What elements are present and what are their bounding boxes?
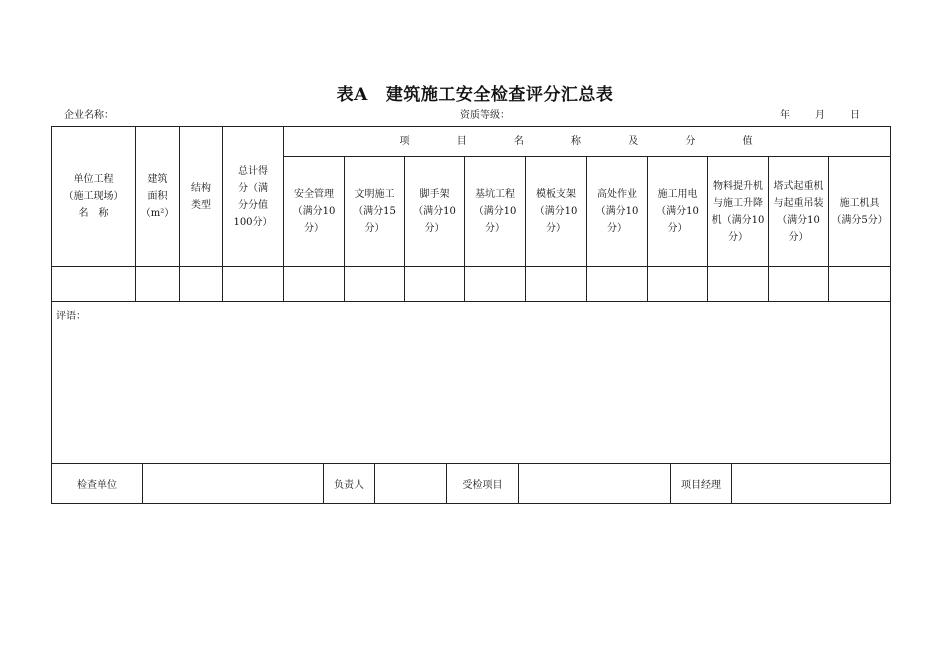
data-cell[interactable] <box>180 267 223 302</box>
date-year: 年 <box>780 110 790 121</box>
signature-table <box>51 463 891 504</box>
summary-table <box>51 126 891 464</box>
item-electricity: 施工用电 （满分10 分） <box>648 157 708 267</box>
data-cell[interactable] <box>284 267 345 302</box>
data-cell[interactable] <box>587 267 648 302</box>
area-header: 建筑 面积 （m²） <box>136 127 180 267</box>
data-cell[interactable] <box>648 267 708 302</box>
item-work-at-height: 高处作业 （满分10 分） <box>587 157 648 267</box>
date-month: 月 <box>815 110 825 121</box>
table-code: 表A <box>336 85 368 105</box>
unit-project-header: 单位工程 （施工现场） 名 称 <box>52 127 136 267</box>
comment-area[interactable] <box>52 302 891 464</box>
data-cell[interactable] <box>769 267 829 302</box>
qualification-label: 资质等级： <box>460 110 510 121</box>
project-manager-label: 项目经理 <box>671 464 732 504</box>
inspected-project-field[interactable] <box>519 464 671 504</box>
inspect-unit-field[interactable] <box>143 464 324 504</box>
data-cell[interactable] <box>405 267 465 302</box>
data-cell[interactable] <box>465 267 526 302</box>
company-name-label: 企业名称： <box>64 110 114 121</box>
item-tower-crane: 塔式起重机 与起重吊装 （满分10 分） <box>769 157 829 267</box>
table-title: 建筑施工安全检查评分汇总表 <box>385 85 614 105</box>
item-safety-management: 安全管理 （满分10 分） <box>284 157 345 267</box>
item-formwork-support: 模板支架 （满分10 分） <box>526 157 587 267</box>
item-civilized-construction: 文明施工 （满分15 分） <box>345 157 405 267</box>
item-scaffold: 脚手架 （满分10 分） <box>405 157 465 267</box>
data-cell[interactable] <box>345 267 405 302</box>
inspected-project-label: 受检项目 <box>447 464 519 504</box>
item-hoist: 物料提升机 与施工升降 机（满分10 分） <box>708 157 769 267</box>
comment-label: 评语： <box>56 311 86 322</box>
responsible-label: 负责人 <box>324 464 375 504</box>
total-score-header: 总计得 分（满 分分值 100分） <box>223 127 284 267</box>
item-foundation-pit: 基坑工程 （满分10 分） <box>465 157 526 267</box>
data-cell[interactable] <box>52 267 136 302</box>
page-title <box>0 80 950 105</box>
structure-header: 结构 类型 <box>180 127 223 267</box>
data-cell[interactable] <box>708 267 769 302</box>
data-cell[interactable] <box>223 267 284 302</box>
data-cell[interactable] <box>829 267 891 302</box>
inspect-unit-label: 检查单位 <box>52 464 143 504</box>
data-cell[interactable] <box>526 267 587 302</box>
date-day: 日 <box>850 110 860 121</box>
data-row <box>52 267 891 302</box>
item-construction-tools: 施工机具 （满分5分） <box>829 157 891 267</box>
project-manager-field[interactable] <box>732 464 891 504</box>
responsible-field[interactable] <box>375 464 447 504</box>
data-cell[interactable] <box>136 267 180 302</box>
items-title: 项 目 名 称 及 分 值 <box>284 127 891 157</box>
